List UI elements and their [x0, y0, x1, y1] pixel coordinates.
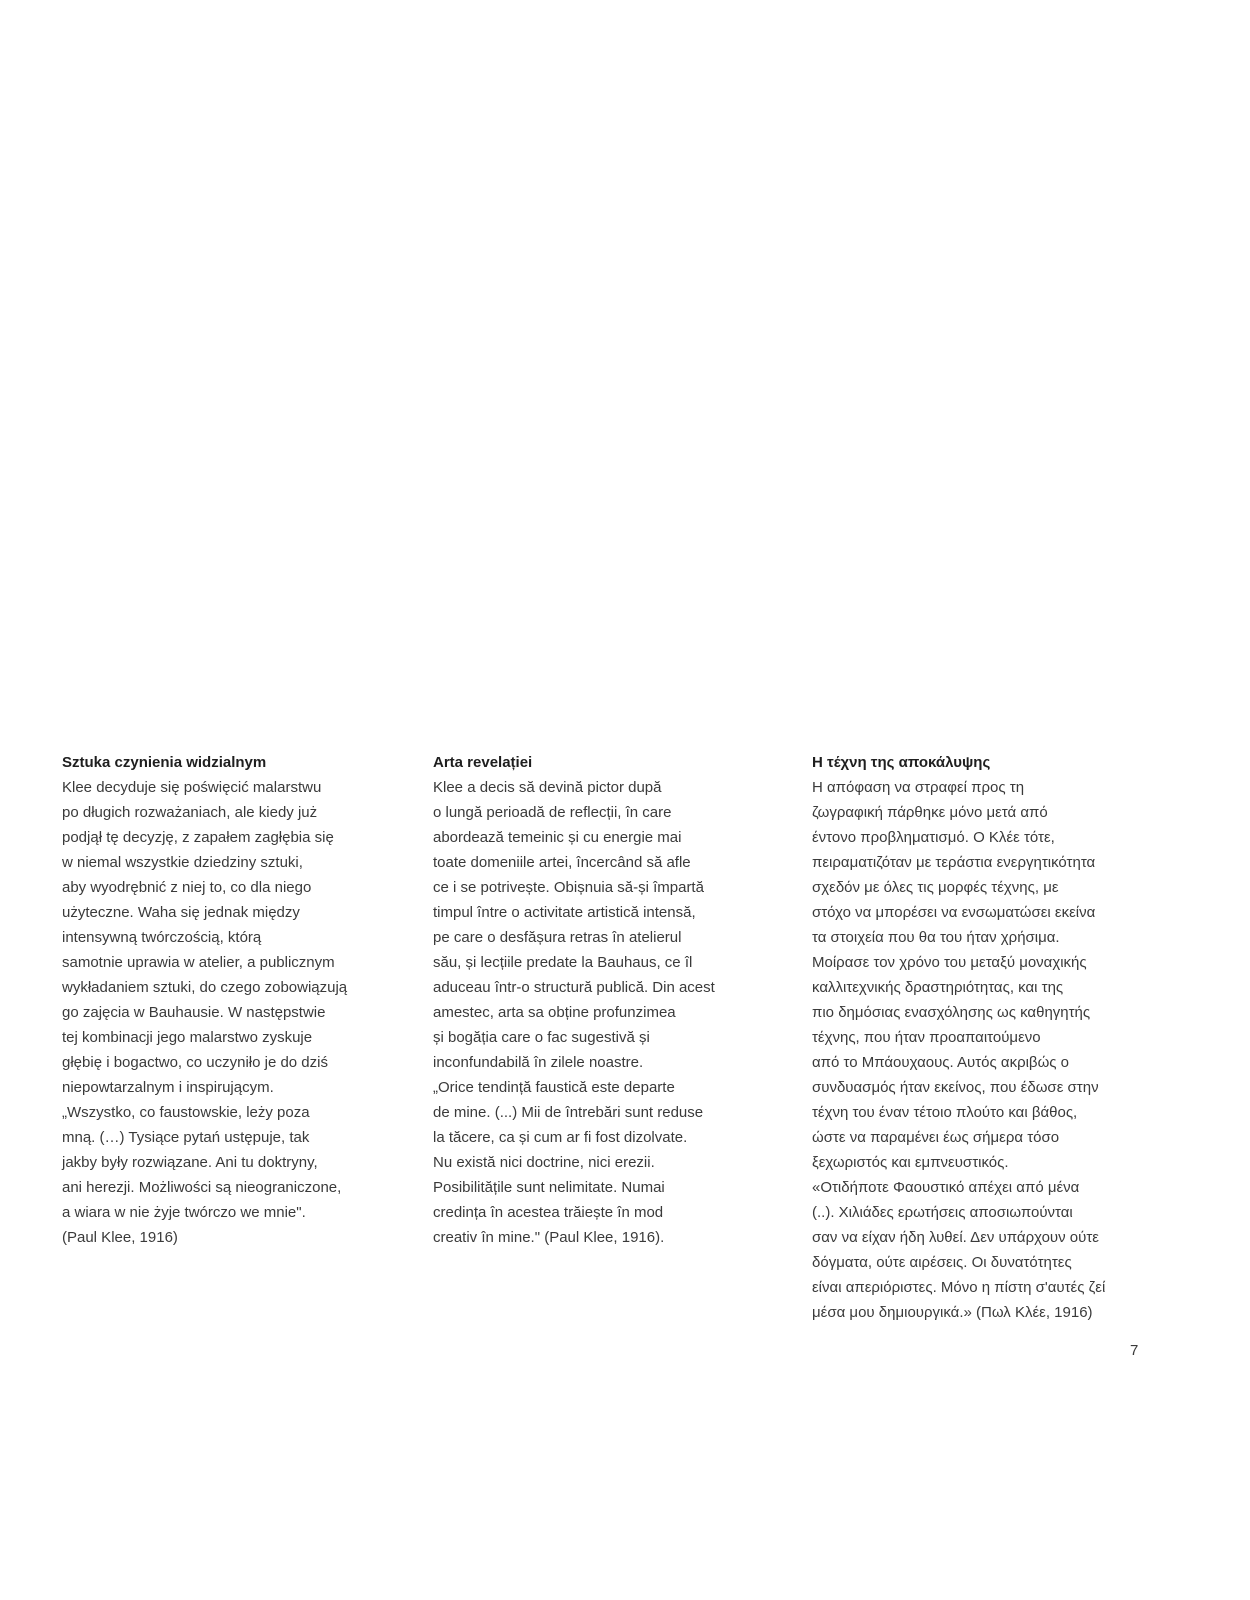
section-heading: Sztuka czynienia widzialnym [62, 754, 267, 771]
text-line: καλλιτεχνικής δραστηριότητας, και της [812, 979, 1064, 996]
text-line: ce i se potrivește. Obișnuia să-și împartă [433, 879, 704, 896]
text-line: timpul între o activitate artistică intensă, [433, 904, 696, 921]
text-line: la tăcere, ca și cum ar fi fost dizolvate. [433, 1129, 688, 1146]
text-line: Nu există nici doctrine, nici erezii. [433, 1154, 655, 1171]
text-line: w niemal wszystkie dziedziny sztuki, [62, 854, 303, 871]
text-line: σχεδόν με όλες τις μορφές τέχνης, με [812, 879, 1059, 896]
text-line: ζωγραφική πάρθηκε μόνο μετά από [812, 804, 1048, 821]
text-line: τα στοιχεία που θα του ήταν χρήσιμα. [812, 929, 1060, 946]
text-line: συνδυασμός ήταν εκείνος, που έδωσε στην [812, 1079, 1099, 1096]
text-line: δόγματα, ούτε αιρέσεις. Οι δυνατότητες [812, 1254, 1072, 1271]
text-line: creativ în mine." (Paul Klee, 1916). [433, 1229, 665, 1246]
column-polish [62, 750, 402, 1250]
text-line: τέχνης, που ήταν προαπαιτούμενο [812, 1029, 1041, 1046]
text-line: său, și lecțiile predate la Bauhaus, ce îl [433, 954, 693, 971]
text-line: „Wszystko, co faustowskie, leży poza [62, 1104, 310, 1121]
text-line: abordează temeinic și cu energie mai [433, 829, 682, 846]
column-greek [812, 750, 1172, 1325]
text-line: tej kombinacji jego malarstwo zyskuje [62, 1029, 313, 1046]
text-line: a wiara w nie żyje twórczo we mnie". [62, 1204, 306, 1221]
text-line: (..). Χιλιάδες ερωτήσεις αποσιωπούνται [812, 1204, 1073, 1221]
text-line: użyteczne. Waha się jednak między [62, 904, 300, 921]
text-line: έντονο προβληματισμό. Ο Κλέε τότε, [812, 829, 1055, 846]
section-heading: Arta revelației [433, 754, 533, 771]
text-line: (Paul Klee, 1916) [62, 1229, 178, 1246]
text-line: σαν να είχαν ήδη λυθεί. Δεν υπάρχουν ούτε [812, 1229, 1099, 1246]
text-line: Η απόφαση να στραφεί προς τη [812, 779, 1025, 796]
text-line: mną. (…) Tysiące pytań ustępuje, tak [62, 1129, 310, 1146]
text-line: go zajęcia w Bauhausie. W następstwie [62, 1004, 326, 1021]
text-line: είναι απεριόριστες. Μόνο η πίστη σ'αυτές ζεί [812, 1279, 1106, 1296]
text-line: aduceau într-o structură publică. Din acest [433, 979, 715, 996]
text-line: credința în acestea trăiește în mod [433, 1204, 664, 1221]
text-line: toate domeniile artei, încercând să afle [433, 854, 691, 871]
text-line: amestec, arta sa obține profunzimea [433, 1004, 676, 1021]
text-line: Klee a decis să devină pictor după [433, 779, 662, 796]
text-line: από το Μπάουχαους. Αυτός ακριβώς ο [812, 1054, 1070, 1071]
text-line: de mine. (...) Mii de întrebări sunt reduse [433, 1104, 704, 1121]
text-line: głębię i bogactwo, co uczyniło je do dziś [62, 1054, 328, 1071]
text-line: μέσα μου δημιουργικά.» (Πωλ Κλέε, 1916) [812, 1304, 1093, 1321]
text-line: o lungă perioadă de reflecții, în care [433, 804, 672, 821]
text-line: pe care o desfășura retras în atelierul [433, 929, 682, 946]
text-line: «Οτιδήποτε Φαουστικό απέχει από μένα [812, 1179, 1080, 1196]
column-romanian [433, 750, 783, 1250]
text-line: ani herezji. Możliwości są nieograniczone, [62, 1179, 342, 1196]
text-line: jakby były rozwiązane. Ani tu doktryny, [62, 1154, 318, 1171]
text-line: Klee decyduje się poświęcić malarstwu [62, 779, 322, 796]
section-body [62, 775, 402, 1250]
text-line: inconfundabilă în zilele noastre. [433, 1054, 644, 1071]
text-line: samotnie uprawia w atelier, a publicznym [62, 954, 335, 971]
text-line: aby wyodrębnić z niej to, co dla niego [62, 879, 312, 896]
text-line: τέχνη του έναν τέτοιο πλούτο και βάθος, [812, 1104, 1078, 1121]
section-body [433, 775, 783, 1250]
text-line: στόχο να μπορέσει να ενσωματώσει εκείνα [812, 904, 1096, 921]
text-line: ξεχωριστός και εμπνευστικός. [812, 1154, 1009, 1171]
text-line: Posibilitățile sunt nelimitate. Numai [433, 1179, 665, 1196]
page-number: 7 [1130, 1342, 1139, 1359]
text-line: niepowtarzalnym i inspirującym. [62, 1079, 274, 1096]
text-line: Μοίρασε τον χρόνο του μεταξύ μοναχικής [812, 954, 1087, 971]
text-line: podjął tę decyzję, z zapałem zagłębia się [62, 829, 334, 846]
section-heading: Η τέχνη της αποκάλυψης [812, 754, 991, 771]
text-line: wykładaniem sztuki, do czego zobowiązują [62, 979, 348, 996]
section-body [812, 775, 1172, 1325]
text-line: intensywną twórczością, którą [62, 929, 262, 946]
text-line: πειραματιζόταν με τεράστια ενεργητικότητα [812, 854, 1096, 871]
text-line: și bogăția care o fac sugestivă și [433, 1029, 650, 1046]
text-line: πιο δημόσιας ενασχόλησης ως καθηγητής [812, 1004, 1091, 1021]
text-line: „Orice tendință faustică este departe [433, 1079, 675, 1096]
text-line: ώστε να παραμένει έως σήμερα τόσο [812, 1129, 1060, 1146]
text-line: po długich rozważaniach, ale kiedy już [62, 804, 318, 821]
